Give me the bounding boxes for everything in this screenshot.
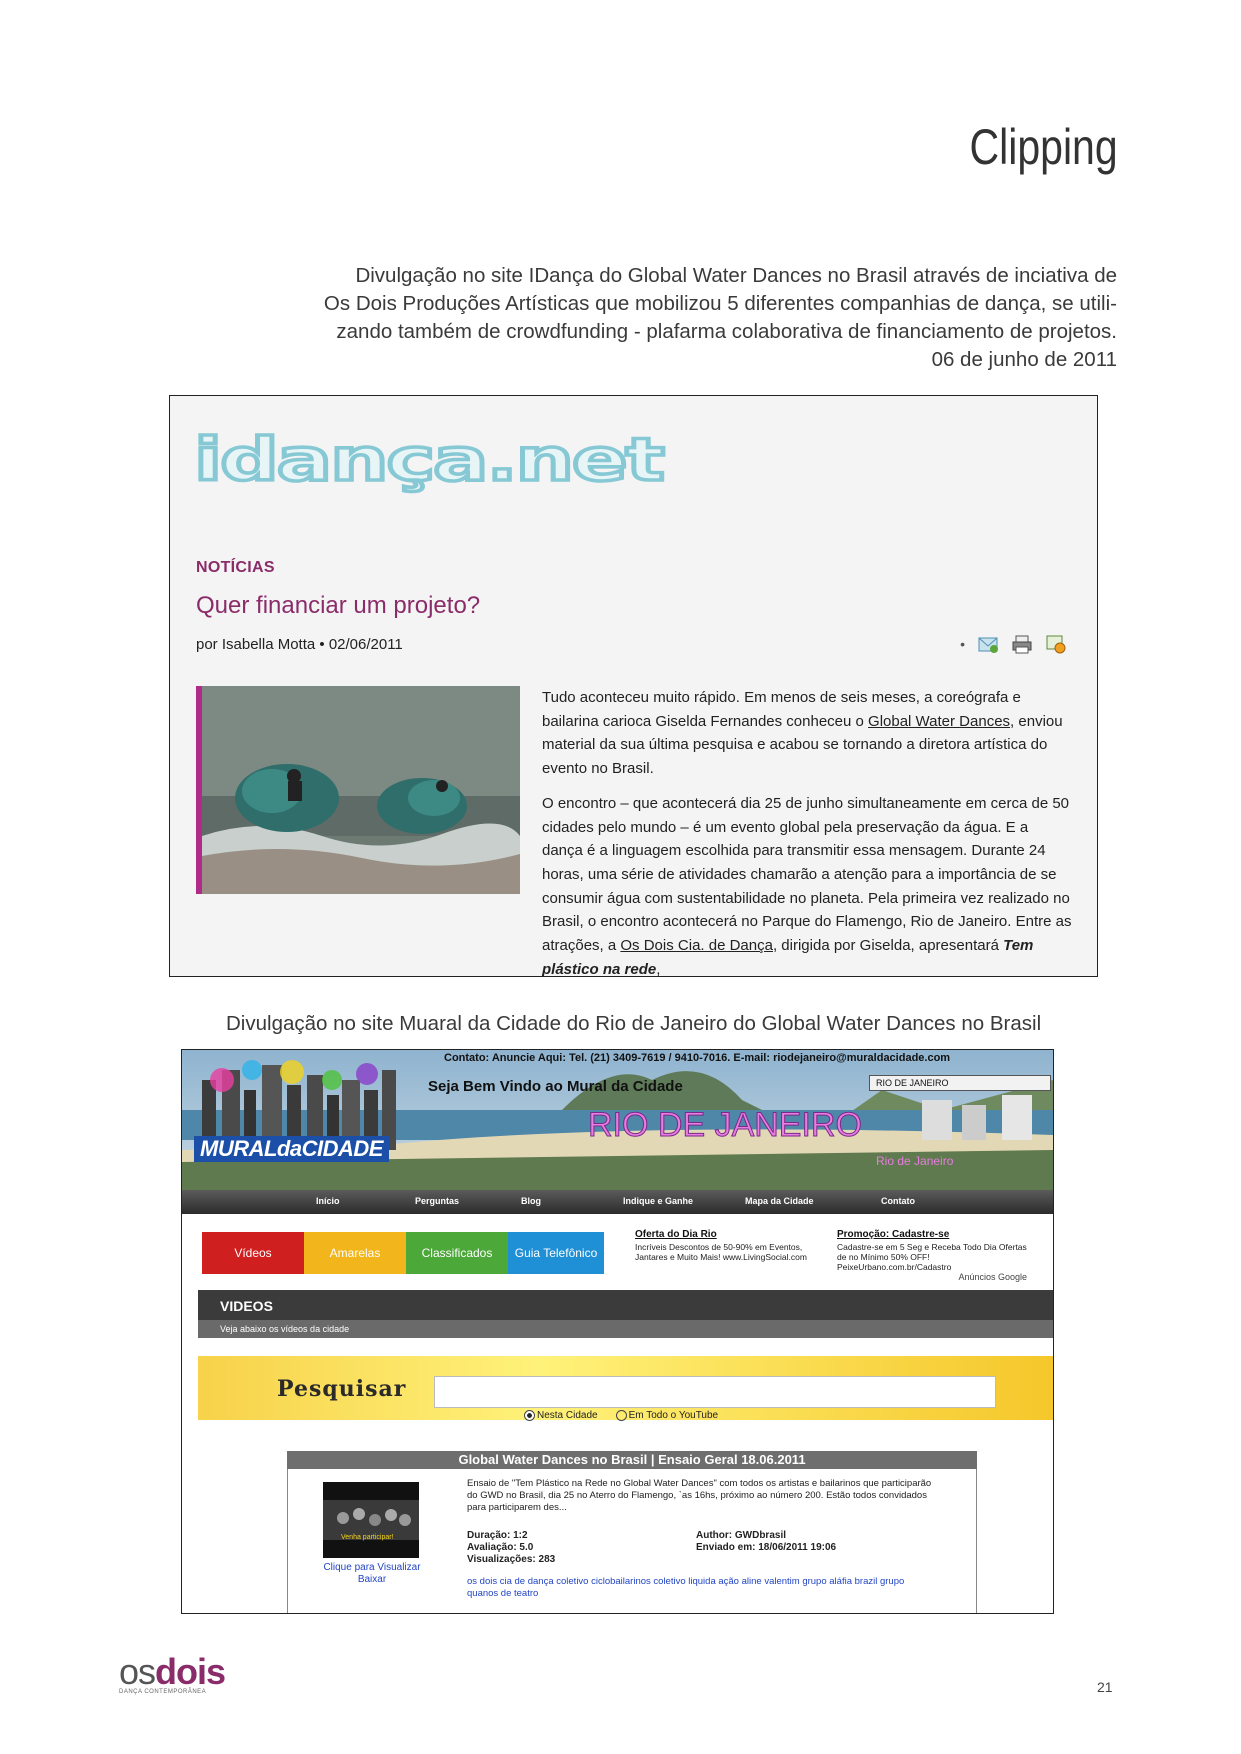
- video-views: Visualizações: 283: [467, 1554, 556, 1565]
- section-label: NOTÍCIAS: [196, 559, 275, 576]
- category-bar: [202, 1232, 604, 1274]
- share-icon[interactable]: [1045, 634, 1067, 654]
- video-author: Author: GWDbrasil: [696, 1530, 786, 1541]
- article-photo: [196, 686, 520, 894]
- contact-info: Contato: Anuncie Aqui: Tel. (21) 3409-7619 / 9410-7016. E-mail: riodejaneiro@muraldacidade.com: [444, 1052, 951, 1064]
- cat-classificados[interactable]: Classificados: [406, 1232, 508, 1274]
- nav-mapa[interactable]: Mapa da Cidade: [745, 1196, 814, 1206]
- welcome-a: Seja Bem Vindo ao: [428, 1078, 567, 1095]
- ad1-text: Incríveis Descontos de 50-90% em Eventos, Jantares e Muito Mais! www.LivingSocial.com: [635, 1242, 807, 1262]
- video-links: [312, 1562, 432, 1586]
- google-ads-label: Anúncios Google: [958, 1272, 1027, 1282]
- welcome-b: Mural da Cidade: [566, 1078, 683, 1095]
- radio-youtube[interactable]: [616, 1410, 719, 1421]
- radio-on-icon: [524, 1410, 535, 1421]
- intro-line-2: Os Dois Produções Artísticas que mobilizou 5 diferentes companhias de dança, se utili-: [323, 292, 1117, 315]
- logo-dois: dois: [155, 1651, 226, 1692]
- p2-emphasis: Tem plástico na rede: [542, 937, 1034, 977]
- search-label: Pesquisar: [277, 1376, 407, 1402]
- mural-logo: MURALdaCIDADE: [194, 1136, 389, 1162]
- mural-screenshot: [181, 1049, 1054, 1614]
- ad2-title[interactable]: Promoção: Cadastre-se: [837, 1229, 950, 1240]
- cat-videos[interactable]: Vídeos: [202, 1232, 304, 1274]
- download-link[interactable]: Baixar: [357, 1574, 387, 1585]
- video-description: Ensaio de "Tem Plástico na Rede no Global Water Dances" com todos os artistas e bailarinos que participarão do GWD no Brasil, dia 25 no Aterro do Flamengo, `as 16hs, próximo ao número 200. Estão todos convidados para participarem des...: [467, 1478, 932, 1513]
- idanca-screenshot: [169, 395, 1098, 977]
- thumbnail-image: [323, 1482, 419, 1558]
- radio1-label: Nesta Cidade: [537, 1410, 598, 1422]
- city-select[interactable]: RIO DE JANEIRO: [869, 1075, 1051, 1091]
- nav-indique[interactable]: Indique e Ganhe: [623, 1196, 694, 1206]
- search-input[interactable]: [434, 1376, 996, 1408]
- video-thumbnail[interactable]: [323, 1482, 419, 1558]
- p2-text-a: O encontro – que acontecerá dia 25 de junho simultaneamente em cerca de 50 cidades pelo mundo – é um evento global pela preservação da água. E a dança é a linguagem escolhida para transmitir essa mensagem. Durante 24 horas, uma série de atividades chamarão a atenção para a importância de se consumir água com sustentabilidade no planeta. Pela primeira vez realizado no Brasil, o encontro acontecerá no Parque do Flamengo, Rio de Janeiro. Entre as atrações, a: [542, 794, 1072, 955]
- video-rating: Avaliação: 5.0: [467, 1542, 534, 1553]
- p1-text-b: , enviou material da sua última pesquisa e acabou se tornando a diretora artística do evento no Brasil.: [542, 712, 1063, 778]
- osdois-logo: [119, 1651, 225, 1695]
- video-meta-right: [696, 1530, 836, 1554]
- nav-bar: [182, 1190, 1053, 1214]
- city-subtitle: Rio de Janeiro: [876, 1154, 954, 1168]
- video-title[interactable]: Global Water Dances no Brasil | Ensaio Geral 18.06.2011: [287, 1451, 977, 1469]
- videos-subtitle: Veja abaixo os vídeos da cidade: [220, 1324, 350, 1334]
- bullet-icon: •: [960, 636, 965, 652]
- article-byline: por Isabella Motta • 02/06/2011: [196, 636, 403, 653]
- nav-blog[interactable]: Blog: [521, 1196, 541, 1206]
- ad-oferta[interactable]: [635, 1230, 825, 1262]
- p2-text-b: , dirigida por Giselda, apresentará: [772, 937, 1004, 955]
- video-meta-left: [467, 1530, 555, 1566]
- intro-line-3: zando também de crowdfunding - plafarma colaborativa de financiamento de projetos.: [336, 320, 1117, 343]
- idanca-logo: idança.net: [194, 426, 663, 495]
- ad1-title[interactable]: Oferta do Dia Rio: [635, 1229, 717, 1240]
- cat-guia[interactable]: Guia Telefônico: [508, 1232, 604, 1274]
- search-scope: [524, 1410, 718, 1421]
- article-headline[interactable]: Quer financiar um projeto?: [196, 592, 481, 619]
- video-sent: Enviado em: 18/06/2011 19:06: [696, 1542, 837, 1553]
- thumbnail-text: Venha participar!: [341, 1534, 394, 1541]
- click-to-view-link[interactable]: Clique para Visualizar: [323, 1562, 421, 1573]
- email-icon[interactable]: [977, 634, 999, 654]
- page-number: 21: [1097, 1679, 1113, 1695]
- os-dois-link[interactable]: Os Dois Cia. de Dança: [620, 937, 773, 955]
- article-tools: [960, 634, 1067, 654]
- ad-promocao[interactable]: [837, 1230, 1027, 1282]
- intro-date: 06 de junho de 2011: [931, 348, 1117, 371]
- radio-nesta-cidade[interactable]: [524, 1410, 598, 1421]
- article-paragraph-1: [542, 686, 1072, 781]
- p2-text-c: ,: [656, 960, 661, 977]
- nav-contato[interactable]: Contato: [881, 1196, 915, 1206]
- nav-perguntas[interactable]: Perguntas: [415, 1196, 460, 1206]
- intro-text: [237, 262, 1117, 374]
- print-icon[interactable]: [1011, 634, 1033, 654]
- p1-text-a: Tudo aconteceu muito rápido. Em menos de seis meses, a coreógrafa e bailarina carioca Giselda Fernandes conheceu o: [542, 689, 1021, 730]
- logo-subtitle: DANÇA CONTEMPORÂNEA: [119, 1689, 207, 1695]
- article-paragraph-2: [542, 792, 1072, 977]
- videos-title: VIDEOS: [220, 1298, 273, 1314]
- article-body: [542, 686, 1072, 977]
- radio2-label: Em Todo o YouTube: [628, 1410, 719, 1422]
- logo-os: os: [119, 1651, 156, 1692]
- nav-inicio[interactable]: Início: [316, 1196, 340, 1206]
- video-tags[interactable]: os dois cia de dança coletivo ciclobailarinos coletivo liquida ação aline valentim grupo aláfia brazil grupo quanos de teatro: [467, 1576, 905, 1599]
- video-duration: Duração: 1:2: [467, 1530, 528, 1541]
- intro-line-1: Divulgação no site IDança do Global Water Dances no Brasil através de inciativa de: [355, 264, 1117, 287]
- ad2-text: Cadastre-se em 5 Seg e Receba Todo Dia Ofertas de no Mínimo 50% OFF! PeixeUrbano.com.br/Cadastro: [837, 1242, 1027, 1272]
- welcome-text: [428, 1078, 683, 1095]
- videos-header: [198, 1290, 1053, 1320]
- caption-mural: Divulgação no site Muaral da Cidade do Rio de Janeiro do Global Water Dances no Brasil: [226, 1012, 1042, 1035]
- global-water-dances-link[interactable]: Global Water Dances: [868, 712, 1011, 730]
- radio-off-icon: [616, 1410, 627, 1421]
- cat-amarelas[interactable]: Amarelas: [304, 1232, 406, 1274]
- city-title: RIO DE JANEIRO: [588, 1106, 862, 1144]
- page-title: Clipping: [969, 119, 1118, 175]
